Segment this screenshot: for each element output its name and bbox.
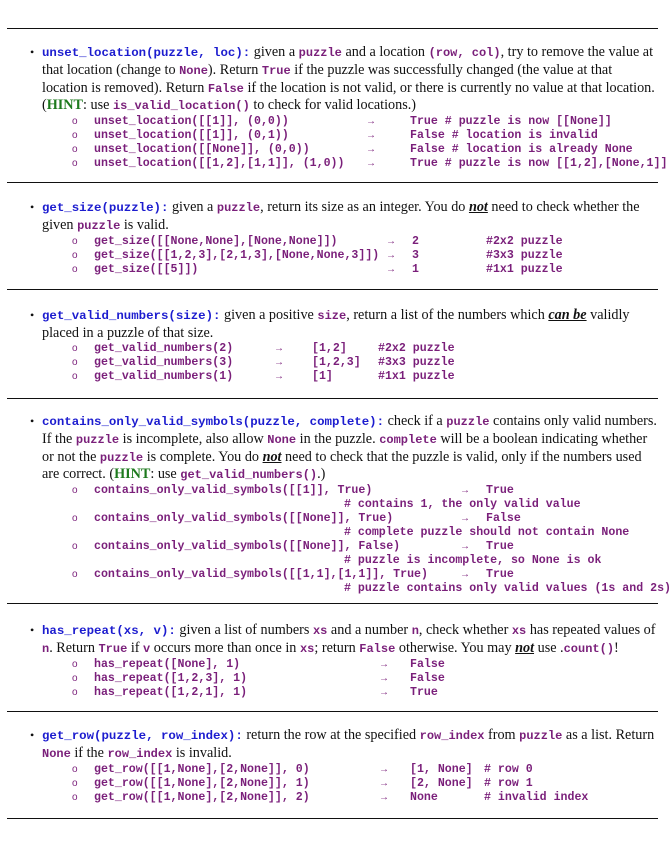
example-row [30, 777, 660, 791]
section-get-valid-numbers [30, 307, 660, 384]
example-comment: # invalid index [484, 790, 589, 804]
description-text: ! [614, 639, 619, 656]
example-row [30, 157, 668, 171]
section-get-size [30, 199, 660, 277]
example-result: False [486, 512, 521, 526]
emphasis: not [468, 199, 488, 215]
example-row [30, 484, 660, 498]
example-comment: #1x1 puzzle [486, 262, 563, 276]
divider [7, 289, 658, 290]
example-row [30, 791, 660, 805]
inline-code: v [143, 641, 151, 656]
arrow-icon: → [460, 541, 470, 553]
emphasis: not [262, 448, 282, 465]
example-comment-row [30, 526, 660, 540]
arrow-icon: → [366, 116, 376, 128]
divider [7, 818, 658, 819]
divider [7, 711, 658, 712]
example-row [30, 540, 660, 554]
inline-code: puzzle [99, 450, 144, 465]
hint-label: HINT [114, 466, 151, 483]
example-result: True [486, 540, 514, 554]
example-call: has_repeat([None], 1) [94, 657, 241, 671]
example-call: get_valid_numbers(3) [94, 355, 234, 369]
example-comment-row [30, 582, 671, 596]
example-row [30, 658, 660, 672]
example-comment: # puzzle is incomplete, so None is ok [344, 554, 602, 568]
example-result: [1, None] [410, 762, 473, 776]
arrow-icon: → [379, 777, 389, 789]
emphasis: not [515, 639, 535, 656]
sub-bullet-icon: o [72, 485, 78, 497]
sub-bullet-icon: o [72, 658, 78, 670]
example-row [30, 129, 660, 143]
divider [7, 182, 658, 183]
sub-bullet-icon: o [72, 791, 78, 803]
description-text: ). Return [207, 61, 262, 78]
arrow-icon: → [274, 342, 284, 354]
example-comment: #3x3 puzzle [378, 355, 455, 369]
sub-bullet-icon: o [72, 116, 78, 128]
inline-code: None [42, 746, 71, 761]
description-text: need to check whether the given [42, 199, 640, 233]
example-row [30, 143, 660, 157]
function-description [30, 307, 660, 342]
description-text: . Return [49, 639, 99, 656]
bullet-icon: • [30, 414, 35, 428]
section-unset-location [30, 44, 668, 171]
sub-bullet-icon: o [72, 158, 78, 170]
inline-code: puzzle [75, 432, 120, 447]
description-text: given a positive [220, 307, 318, 323]
example-row [30, 235, 660, 249]
example-result: 1 [412, 262, 419, 276]
example-call: unset_location([[None]], (0,0)) [94, 143, 310, 157]
sub-bullet-icon: o [72, 686, 78, 698]
example-call: get_size([[5]]) [94, 262, 199, 276]
function-description [30, 199, 660, 235]
function-signature: unset_location(puzzle, loc): [42, 46, 251, 60]
description-text: will be a boolean indicating whether or not the [42, 430, 648, 465]
description-text: given a [168, 199, 217, 215]
inline-code: is_valid_location() [112, 99, 250, 114]
example-call: get_valid_numbers(1) [94, 369, 234, 383]
example-call: contains_only_valid_symbols([[1,1],[1,1]], True) [94, 568, 428, 582]
inline-code: xs [312, 624, 328, 638]
sub-bullet-icon: o [72, 370, 78, 382]
example-call: unset_location([[1]], (0,1)) [94, 129, 289, 143]
example-call: unset_location([[1,2],[1,1]], (1,0)) [94, 157, 345, 171]
description-text: use . [534, 639, 564, 656]
description-text: is complete. You do [143, 448, 263, 465]
section-contains-only-valid-symbols [30, 413, 671, 596]
example-comment-row [30, 554, 660, 568]
emphasis: can be [548, 307, 587, 323]
example-row [30, 512, 660, 526]
hint-label: HINT [46, 97, 83, 114]
description-text: .) [317, 466, 326, 483]
sub-bullet-icon: o [72, 763, 78, 775]
example-call: get_size([[None,None],[None,None]]) [94, 234, 338, 248]
example-result: True [486, 568, 514, 582]
section-get-row [30, 727, 660, 805]
description-text: to check for valid locations.) [249, 97, 417, 114]
inline-code: puzzle [446, 415, 490, 429]
function-signature: get_valid_numbers(size): [42, 309, 221, 323]
sub-bullet-icon: o [72, 130, 78, 142]
description-text: validly placed in a puzzle of that size. [42, 307, 630, 341]
example-result: True # puzzle is now [[1,2],[None,1]] [410, 157, 668, 171]
function-signature: has_repeat(xs, v): [42, 624, 176, 638]
function-description [30, 413, 660, 484]
description-text: , return a list of the numbers which [346, 307, 549, 323]
function-description [30, 727, 660, 763]
example-call: get_valid_numbers(2) [94, 341, 234, 355]
inline-code: xs [511, 624, 527, 638]
description-text: if the location is not valid, or there is currently no value at that location. ( [42, 79, 655, 114]
inline-code: puzzle [216, 201, 261, 215]
description-text: if the puzzle was successfully changed (the value at that location is removed). Return [42, 61, 613, 96]
bullet-icon: • [30, 200, 35, 214]
description-text: check if a [384, 413, 447, 429]
arrow-icon: → [460, 513, 470, 525]
example-row [30, 115, 660, 129]
example-result: [2, None] [410, 776, 473, 790]
example-comment: # contains 1, the only valid value [344, 498, 581, 512]
example-result: True [410, 685, 438, 699]
inline-code: puzzle [77, 218, 121, 233]
description-text: is invalid. [172, 744, 232, 761]
example-row [30, 342, 660, 356]
sub-bullet-icon: o [72, 541, 78, 553]
inline-code: xs [299, 641, 315, 656]
description-text: occurs more than once in [150, 639, 300, 656]
sub-bullet-icon: o [72, 777, 78, 789]
arrow-icon: → [460, 485, 470, 497]
example-call: get_row([[1,None],[2,None]], 2) [94, 790, 310, 804]
example-call: has_repeat([1,2,3], 1) [94, 671, 248, 685]
arrow-icon: → [366, 158, 376, 170]
example-result: False # location is already None [410, 143, 633, 157]
function-description [30, 622, 660, 658]
example-result: False [410, 671, 445, 685]
sub-bullet-icon: o [72, 569, 78, 581]
sub-bullet-icon: o [72, 144, 78, 156]
example-comment: #2x2 puzzle [486, 234, 563, 248]
arrow-icon: → [274, 370, 284, 382]
inline-code: (row, col) [428, 46, 501, 60]
example-comment: #2x2 puzzle [378, 341, 455, 355]
example-comment: # row 0 [484, 762, 533, 776]
example-result: None [410, 790, 438, 804]
example-result: 3 [412, 248, 419, 262]
example-result: [1,2] [312, 341, 347, 355]
description-text: and a location [341, 44, 429, 60]
inline-code: True [98, 641, 128, 656]
sub-bullet-icon: o [72, 356, 78, 368]
description-text: in the puzzle. [296, 430, 380, 447]
example-call: get_row([[1,None],[2,None]], 0) [94, 762, 310, 776]
function-description [30, 44, 660, 115]
example-result: [1,2,3] [312, 355, 361, 369]
description-text: , try to remove the value at that location (change to [42, 44, 654, 78]
example-call: get_size([[1,2,3],[2,1,3],[None,None,3]]) [94, 248, 380, 262]
function-signature: get_size(puzzle): [42, 201, 169, 215]
description-text: if [127, 639, 144, 656]
example-call: contains_only_valid_symbols([[None]], False) [94, 540, 401, 554]
example-row [30, 568, 660, 582]
sub-bullet-icon: o [72, 513, 78, 525]
sub-bullet-icon: o [72, 342, 78, 354]
description-text: : use [150, 466, 181, 483]
description-text: given a list of numbers [175, 622, 313, 638]
example-row [30, 249, 660, 263]
bullet-icon: • [30, 728, 35, 742]
inline-code: puzzle [519, 729, 563, 743]
inline-code: True [261, 63, 291, 78]
example-result: False [410, 657, 445, 671]
description-text: return the row at the specified [242, 727, 420, 743]
arrow-icon: → [274, 356, 284, 368]
example-result: 2 [412, 234, 419, 248]
arrow-icon: → [386, 263, 396, 275]
arrow-icon: → [386, 249, 396, 261]
example-row [30, 672, 660, 686]
example-result: True # puzzle is now [[None]] [410, 115, 612, 129]
inline-code: False [359, 641, 396, 656]
description-text: is valid. [120, 216, 169, 233]
inline-code: n [42, 641, 50, 656]
example-result: [1] [312, 369, 333, 383]
inline-code: puzzle [298, 46, 342, 60]
example-result: False # location is invalid [410, 129, 598, 143]
inline-code: row_index [419, 729, 485, 743]
example-comment: #3x3 puzzle [486, 248, 563, 262]
description-text: contains only valid numbers. If the [42, 413, 657, 447]
bullet-icon: • [30, 45, 35, 59]
description-text: , return its size as an integer. You do [260, 199, 469, 215]
example-comment: # row 1 [484, 776, 533, 790]
example-comment: # complete puzzle should not contain None [344, 526, 630, 540]
inline-code: count() [563, 641, 615, 656]
inline-code: row_index [107, 746, 173, 761]
arrow-icon: → [379, 672, 389, 684]
inline-code: None [179, 63, 208, 78]
description-text: need to check that the puzzle is valid, only if the numbers used are correct. ( [42, 448, 642, 483]
description-text: given a [250, 44, 299, 60]
arrow-icon: → [379, 763, 389, 775]
function-signature: contains_only_valid_symbols(puzzle, complete): [42, 415, 385, 429]
bullet-icon: • [30, 623, 35, 637]
divider [7, 398, 658, 399]
sub-bullet-icon: o [72, 235, 78, 247]
example-comment-row [30, 498, 660, 512]
inline-code: complete [379, 432, 437, 447]
example-call: contains_only_valid_symbols([[None]], True) [94, 512, 394, 526]
description-text: is incomplete, also allow [119, 430, 268, 447]
section-has-repeat [30, 622, 660, 700]
arrow-icon: → [379, 686, 389, 698]
example-call: unset_location([[1]], (0,0)) [94, 115, 289, 129]
sub-bullet-icon: o [72, 672, 78, 684]
example-row [30, 356, 660, 370]
example-call: contains_only_valid_symbols([[1]], True) [94, 484, 373, 498]
description-text: ; return [314, 639, 360, 656]
description-text: , check whether [418, 622, 512, 638]
description-text: has repeated values of [526, 622, 656, 638]
description-text: from [484, 727, 520, 743]
arrow-icon: → [366, 144, 376, 156]
arrow-icon: → [460, 569, 470, 581]
example-comment: #1x1 puzzle [378, 369, 455, 383]
description-text: : use [83, 97, 113, 114]
example-comment: # puzzle contains only valid values (1s and 2s) [344, 582, 671, 596]
arrow-icon: → [379, 791, 389, 803]
divider [7, 603, 658, 604]
inline-code: get_valid_numbers() [180, 468, 318, 483]
example-row [30, 763, 660, 777]
description-text: if the [70, 744, 108, 761]
inline-code: False [207, 81, 244, 96]
example-result: True [486, 484, 514, 498]
divider [7, 28, 658, 29]
bullet-icon: • [30, 308, 35, 322]
description-text: otherwise. You may [395, 639, 516, 656]
function-signature: get_row(puzzle, row_index): [42, 729, 243, 743]
inline-code: None [267, 432, 297, 447]
example-row [30, 370, 660, 384]
example-row [30, 686, 660, 700]
example-row [30, 263, 660, 277]
example-call: get_row([[1,None],[2,None]], 1) [94, 776, 310, 790]
sub-bullet-icon: o [72, 263, 78, 275]
example-call: has_repeat([1,2,1], 1) [94, 685, 248, 699]
description-text: as a list. Return [562, 727, 655, 743]
arrow-icon: → [386, 235, 396, 247]
inline-code: size [317, 309, 347, 323]
inline-code: n [411, 624, 419, 638]
description-text: and a number [327, 622, 412, 638]
sub-bullet-icon: o [72, 249, 78, 261]
arrow-icon: → [366, 130, 376, 142]
arrow-icon: → [379, 658, 389, 670]
